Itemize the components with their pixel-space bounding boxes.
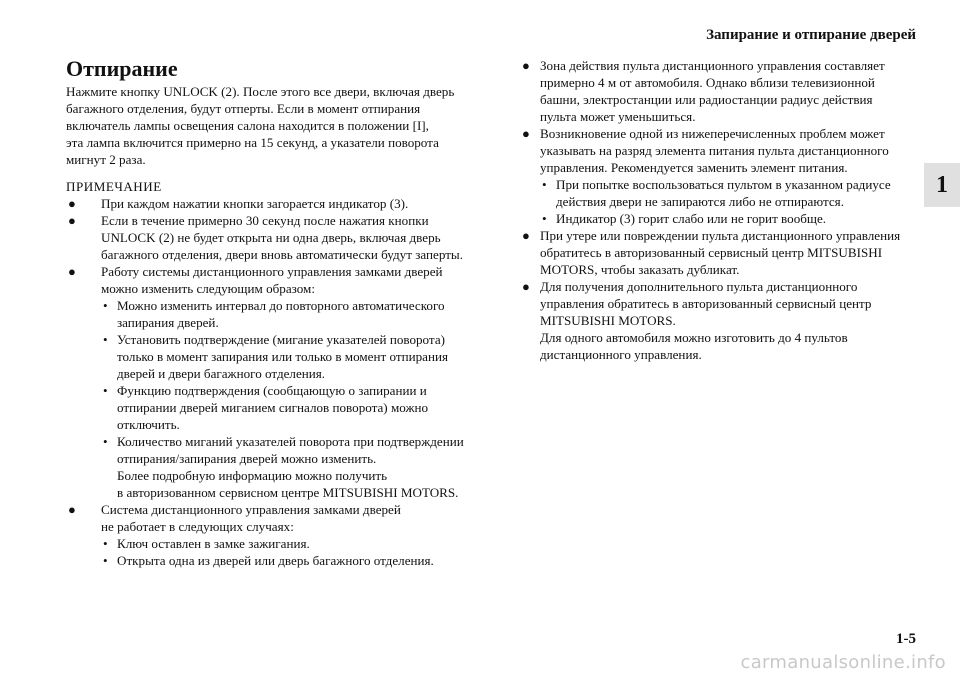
text-line: Количество миганий указателей поворота при подтверждении [117,434,464,449]
sub-bullet-icon: • [103,536,108,551]
note-item-text [101,263,486,297]
text-line: управления обратитесь в авторизованный сервисный центр [540,296,872,311]
sub-item-text [117,297,486,331]
text-line: Можно изменить интервал до повторного автоматического [117,298,445,313]
bullet-icon: ● [68,196,76,211]
note-item-text [540,278,922,363]
note-item-text [540,125,922,176]
text-line: отпирания/запирания дверей можно изменить. [117,451,377,466]
sub-item [101,433,486,501]
text-line: можно изменить следующим образом: [101,281,315,296]
bullet-icon: ● [68,264,76,279]
note-list-continued [522,57,922,363]
watermark: carmanualsonline.info [740,652,946,673]
sub-bullet-icon: • [103,298,108,313]
text-line: действия двери не запираются либо не отпираются. [556,194,844,209]
sub-item-text [117,331,486,382]
text-line: запирания дверей. [117,315,219,330]
page-header-title: Запирание и отпирание дверей [706,27,916,43]
text-line: Возникновение одной из нижеперечисленных проблем может [540,126,885,141]
bullet-icon: ● [522,228,530,243]
text-line: обратитесь в авторизованный сервисный центр MITSUBISHI [540,245,883,260]
bullet-icon: ● [68,213,76,228]
text-line: Для одного автомобиля можно изготовить до 4 пультов [540,330,848,345]
text-line: Нажмите кнопку UNLOCK (2). После этого все двери, включая дверь [66,84,455,99]
sub-item-text [117,433,486,467]
sub-bullet-icon: • [542,211,547,226]
sub-bullet-icon: • [103,434,108,449]
note-item-auto-lock [68,212,486,263]
text-line: дистанционного управления. [540,347,702,362]
text-line: Индикатор (3) горит слабо или не горит вообще. [556,211,827,226]
text-line: UNLOCK (2) не будет открыта ни одна дверь, включая дверь [101,230,441,245]
sub-item-text: Ключ оставлен в замке зажигания. [117,536,310,551]
text-line: Функцию подтверждения (сообщающую о запирании и [117,383,427,398]
note-item-lost [522,227,922,278]
text-line: багажного отделения, двери вновь автоматически будут заперты. [101,247,463,262]
text-line: Если в течение примерно 30 секунд после нажатия кнопки [101,213,429,228]
sub-item [540,210,922,227]
text-line: указывать на разряд элемента питания пульта дистанционного [540,143,889,158]
text-line: Более подробную информацию можно получить [117,468,388,483]
sub-item-text [556,210,922,227]
text-line: багажного отделения, будут отперты. Если в момент отпирания [66,101,421,116]
text-line: в авторизованном сервисном центре MITSUBISHI MOTORS. [117,485,459,500]
section-heading: Отпирание [66,56,178,81]
text-line: отпирании дверей миганием сигналов поворота) можно [117,400,429,415]
sub-bullet-icon: • [103,553,108,568]
note-title: ПРИМЕЧАНИЕ [66,179,162,194]
continuation-text [101,518,519,535]
text-line: При каждом нажатии кнопки загорается индикатор (3). [101,196,409,211]
note-item-settings [68,263,486,501]
text-line: Для получения дополнительного пульта дистанционного [540,279,858,294]
sub-item [101,297,486,331]
chapter-tab: 1 [924,163,960,207]
text-line: Зона действия пульта дистанционного управления составляет [540,58,885,73]
note-item-indicator [68,195,486,212]
sub-item-tail [117,467,486,501]
sub-item-text [556,176,922,210]
text-line: пульта может уменьшиться. [540,109,696,124]
note-item-text [101,195,486,212]
text-line: Установить подтверждение (мигание указателей поворота) [117,332,445,347]
sub-item [101,382,486,433]
note-item-not-working [68,501,486,518]
sub-bullet-icon: • [542,177,547,192]
bullet-icon: ● [522,58,530,73]
text-line: не работает в следующих случаях: [101,519,294,534]
bullet-icon: ● [522,126,530,141]
text-line: башни, электростанции или радиостанции радиус действия [540,92,873,107]
sub-bullet-icon: • [103,332,108,347]
text-line: дверей и двери багажного отделения. [117,366,326,381]
note-item-continuation [66,518,519,569]
text-line: MOTORS, чтобы заказать дубликат. [540,262,740,277]
text-line: примерно 4 м от автомобиля. Однако вблизи телевизионной [540,75,875,90]
text-line: управления. Рекомендуется заменить элемент питания. [540,160,848,175]
sub-item [101,535,519,552]
sub-item-text [117,382,486,433]
note-list [66,195,486,518]
bullet-icon: ● [522,279,530,294]
text-line: отключить. [117,417,180,432]
note-item-additional [522,278,922,363]
text-line: только в момент запирания или только в момент отпирания [117,349,448,364]
bullet-icon: ● [68,502,76,517]
text-line: MITSUBISHI MOTORS. [540,313,676,328]
text-line: мигнут 2 раза. [66,152,146,167]
right-column [522,57,922,363]
text-line: эта лампа включится примерно на 15 секунд, а указатели поворота [66,135,439,150]
sub-item [101,552,519,569]
note-item-range [522,57,922,125]
note-item-text [540,227,922,278]
note-item-battery [522,125,922,227]
text-line: При попытке воспользоваться пультом в указанном радиусе [556,177,891,192]
sub-item-text: Открыта одна из дверей или дверь багажного отделения. [117,553,434,568]
note-item-text [101,212,486,263]
note-item-text [540,57,922,125]
text-line: При утере или повреждении пульта дистанционного управления [540,228,901,243]
text-line: Работу системы дистанционного управления замками дверей [101,264,443,279]
sub-bullet-icon: • [103,383,108,398]
note-item-text [101,501,486,518]
text-line: включатель лампы освещения салона находится в положении [I], [66,118,429,133]
left-column [66,56,486,569]
intro-paragraph [66,83,486,168]
sub-item [101,331,486,382]
text-line: Система дистанционного управления замками дверей [101,502,401,517]
sub-item [540,176,922,210]
page-number: 1-5 [896,631,916,647]
